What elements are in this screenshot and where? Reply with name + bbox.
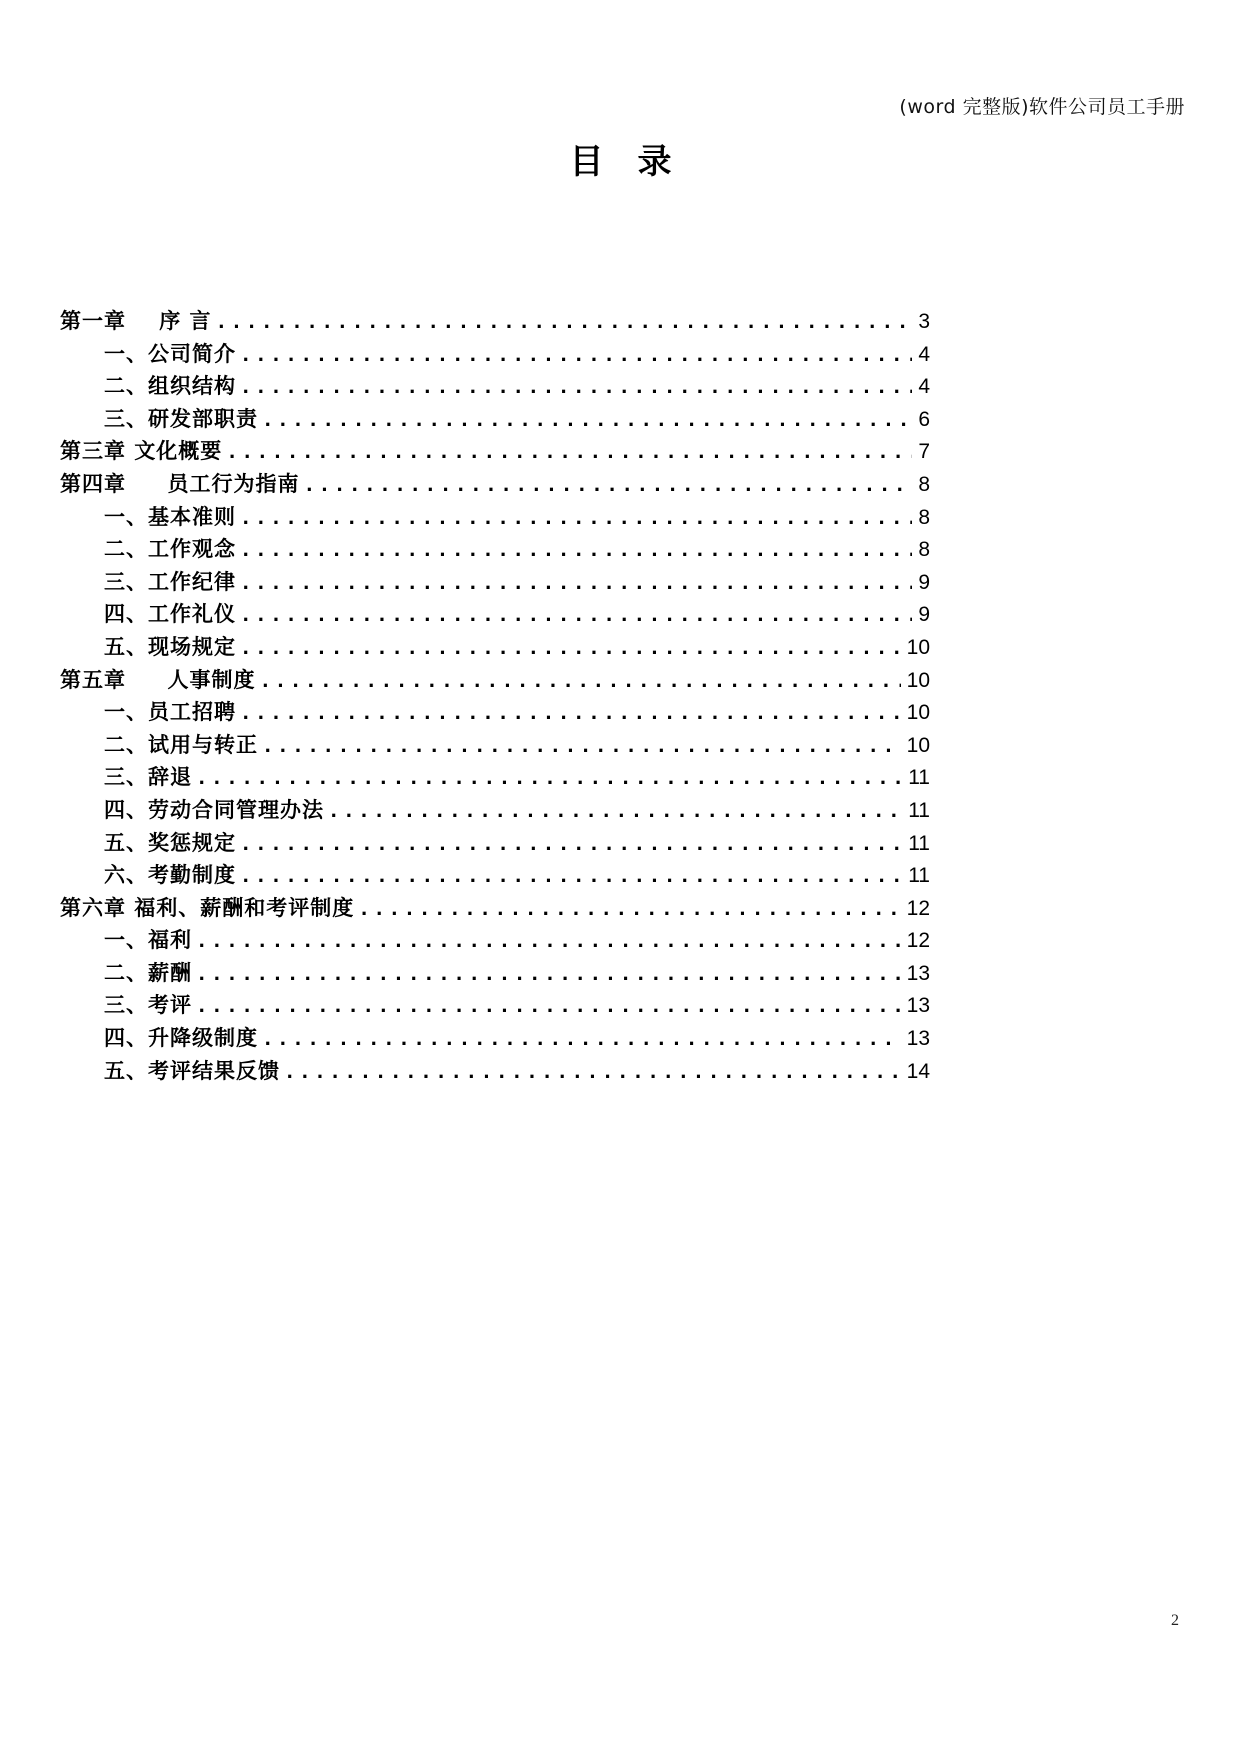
toc-entry-label: 一、公司简介: [104, 341, 236, 366]
toc-chapter-entry[interactable]: [60, 305, 930, 338]
toc-dot-leader: [240, 599, 912, 632]
toc-section-entry[interactable]: [60, 338, 930, 371]
toc-section-entry[interactable]: [60, 696, 930, 729]
toc-entry-page-number: 7: [918, 440, 930, 464]
toc-section-entry[interactable]: [60, 761, 930, 794]
toc-entry-label: 一、福利: [104, 928, 192, 953]
toc-entry-label: 三、考评: [104, 993, 192, 1018]
toc-dot-leader: [240, 371, 912, 404]
toc-entry-page-number: 12: [906, 929, 930, 953]
toc-entry-page-number: 14: [906, 1059, 930, 1083]
toc-dot-leader: [240, 502, 912, 535]
toc-entry-page-number: 13: [906, 1027, 930, 1051]
toc-entry-label: 四、劳动合同管理办法: [104, 797, 324, 822]
toc-entry-label: 二、薪酬: [104, 960, 192, 985]
toc-section-entry[interactable]: [60, 729, 930, 762]
toc-entry-page-number: 9: [918, 570, 930, 594]
toc-entry-label: 第四章 员工行为指南: [60, 471, 300, 496]
toc-section-entry[interactable]: [60, 631, 930, 664]
toc-entry-page-number: 8: [918, 538, 930, 562]
toc-section-entry[interactable]: [60, 794, 930, 827]
toc-entry-page-number: 11: [908, 766, 930, 790]
toc-entry-label: 二、试用与转正: [104, 732, 258, 757]
toc-section-entry[interactable]: [60, 1055, 930, 1088]
toc-section-entry[interactable]: [60, 827, 930, 860]
toc-dot-leader: [260, 665, 901, 698]
toc-entry-label: 五、现场规定: [104, 634, 236, 659]
toc-dot-leader: [196, 958, 901, 991]
toc-entry-label: 五、奖惩规定: [104, 830, 236, 855]
page-number: 2: [1171, 1612, 1179, 1629]
toc-entry-page-number: 4: [918, 375, 930, 399]
toc-entry-label: 二、工作观念: [104, 537, 236, 562]
toc-dot-leader: [304, 469, 913, 502]
toc-section-entry[interactable]: [60, 501, 930, 534]
toc-entry-label: 一、员工招聘: [104, 700, 236, 725]
toc-chapter-entry[interactable]: [60, 892, 930, 925]
toc-dot-leader: [196, 925, 901, 958]
toc-section-entry[interactable]: [60, 370, 930, 403]
toc-entry-label: 一、基本准则: [104, 504, 236, 529]
toc-entry-label: 三、辞退: [104, 765, 192, 790]
toc-dot-leader: [284, 1056, 901, 1089]
toc-dot-leader: [240, 567, 912, 600]
toc-dot-leader: [262, 730, 901, 763]
toc-entry-page-number: 13: [906, 994, 930, 1018]
toc-entry-page-number: 10: [906, 635, 930, 659]
toc-entry-page-number: 10: [906, 701, 930, 725]
toc-entry-label: 五、考评结果反馈: [104, 1058, 280, 1083]
toc-entry-label: 六、考勤制度: [104, 863, 236, 888]
toc-entry-label: 三、研发部职责: [104, 406, 258, 431]
toc-dot-leader: [240, 697, 901, 730]
toc-entry-page-number: 10: [906, 733, 930, 757]
toc-section-entry[interactable]: [60, 533, 930, 566]
toc-entry-page-number: 4: [918, 342, 930, 366]
toc-section-entry[interactable]: [60, 566, 930, 599]
toc-entry-label: 四、升降级制度: [104, 1026, 258, 1051]
toc-entry-label: 四、工作礼仪: [104, 602, 236, 627]
page-title: 目录: [569, 142, 706, 182]
toc-chapter-entry[interactable]: [60, 468, 930, 501]
toc-dot-leader: [328, 795, 902, 828]
toc-section-entry[interactable]: [60, 598, 930, 631]
table-of-contents: [60, 305, 930, 1087]
toc-dot-leader: [196, 762, 902, 795]
toc-dot-leader: [196, 990, 901, 1023]
toc-entry-label: 三、工作纪律: [104, 569, 236, 594]
toc-chapter-entry[interactable]: [60, 664, 930, 697]
toc-entry-label: 二、组织结构: [104, 374, 236, 399]
running-header: (word 完整版)软件公司员工手册: [899, 96, 1185, 118]
toc-dot-leader: [240, 632, 901, 665]
toc-entry-label: 第五章 人事制度: [60, 667, 256, 692]
toc-entry-page-number: 11: [908, 831, 930, 855]
toc-entry-page-number: 6: [918, 407, 930, 431]
toc-dot-leader: [262, 1023, 901, 1056]
toc-dot-leader: [240, 860, 902, 893]
toc-dot-leader: [358, 893, 900, 926]
toc-entry-page-number: 13: [906, 961, 930, 985]
toc-entry-page-number: 8: [918, 472, 930, 496]
toc-entry-label: 第六章 福利、薪酬和考评制度: [60, 895, 355, 920]
toc-entry-page-number: 9: [918, 603, 930, 627]
toc-entry-page-number: 8: [918, 505, 930, 529]
toc-dot-leader: [240, 534, 912, 567]
toc-entry-label: 第三章 文化概要: [60, 439, 223, 464]
toc-section-entry[interactable]: [60, 859, 930, 892]
toc-section-entry[interactable]: [60, 924, 930, 957]
toc-section-entry[interactable]: [60, 957, 930, 990]
toc-section-entry[interactable]: [60, 1022, 930, 1055]
toc-entry-label: 第一章 序 言: [60, 309, 212, 333]
toc-entry-page-number: 11: [908, 864, 930, 888]
toc-entry-page-number: 11: [908, 798, 930, 822]
toc-entry-page-number: 10: [906, 668, 930, 692]
toc-dot-leader: [216, 306, 913, 339]
toc-entry-page-number: 3: [918, 310, 930, 333]
toc-section-entry[interactable]: [60, 403, 930, 436]
toc-section-entry[interactable]: [60, 989, 930, 1022]
toc-dot-leader: [226, 436, 912, 469]
toc-chapter-entry[interactable]: [60, 435, 930, 468]
toc-dot-leader: [240, 339, 912, 372]
toc-entry-page-number: 12: [906, 896, 930, 920]
toc-dot-leader: [240, 828, 902, 861]
toc-dot-leader: [262, 404, 912, 437]
